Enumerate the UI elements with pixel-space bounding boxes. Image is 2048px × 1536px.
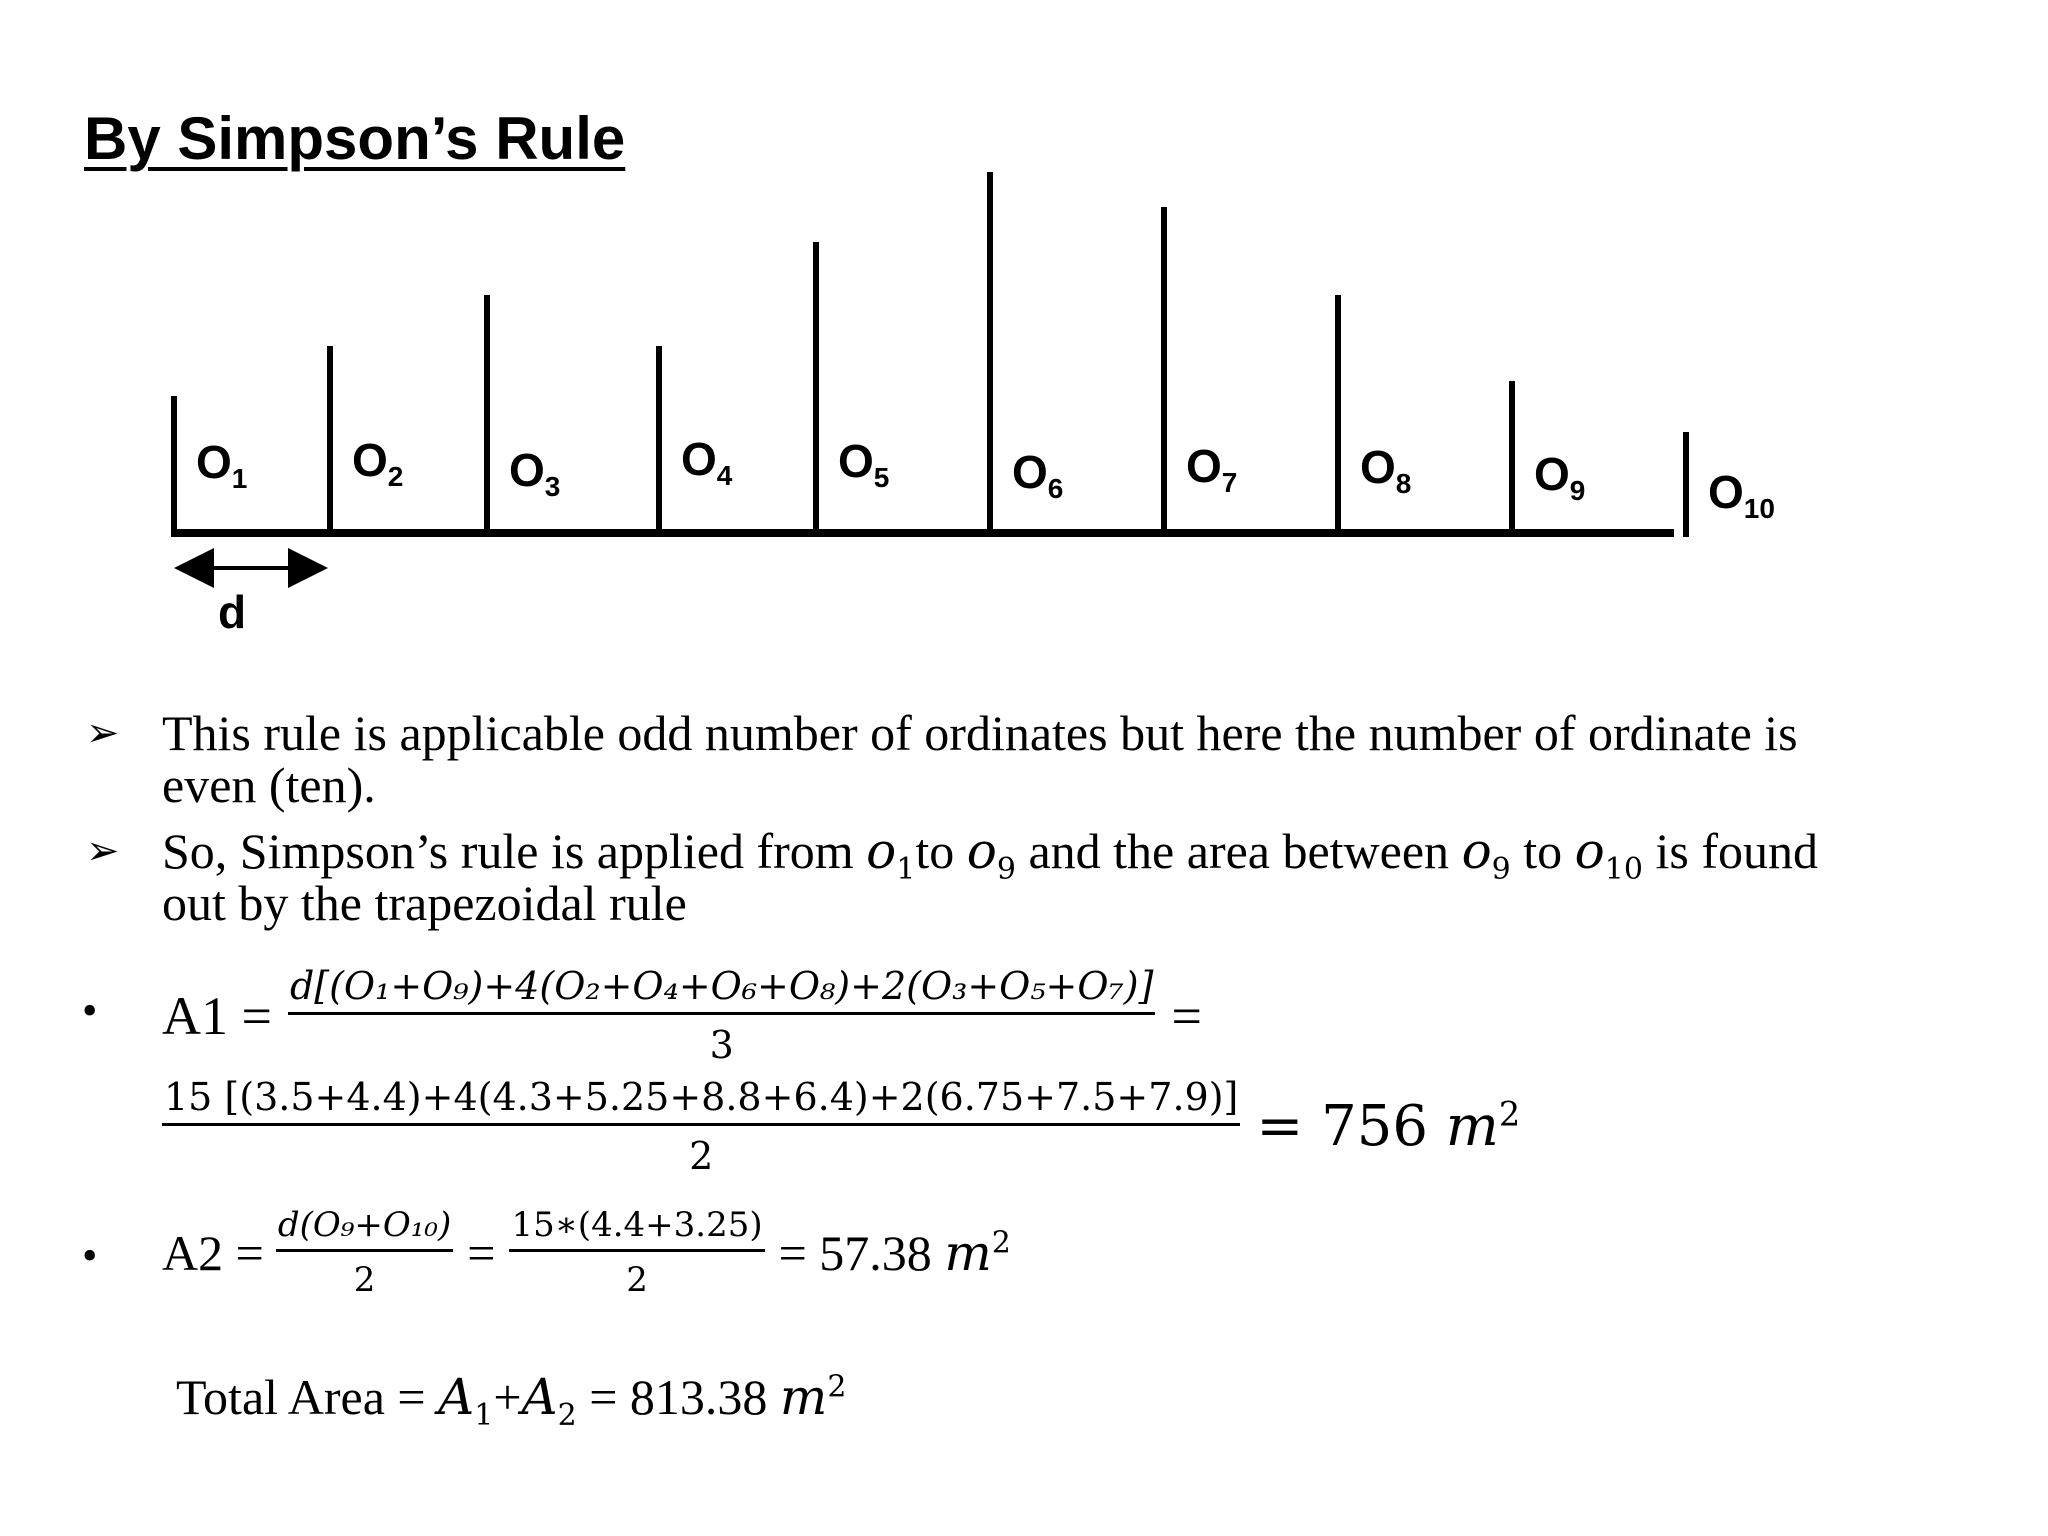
bullet-1-line-2: even (ten). (162, 757, 376, 813)
eq-a2-values-fraction: $\frac{15∗(4.4+3.25)}{2}$ (511, 1205, 763, 1300)
dot-bullet-icon: • (82, 1231, 98, 1280)
eq-a2-lhs: A2 = (162, 1224, 264, 1281)
arrow-bullet-icon: ➢ (86, 710, 120, 756)
ordinate-label: $O_4$ (681, 433, 733, 491)
bullet-1-line-1: This rule is applicable odd number of ordinates but here the number of ordinate is (162, 705, 1798, 761)
ordinate-label: $O_2$ (352, 434, 404, 492)
eq-a2-formula-fraction: $\frac{\text{d(O₉+O₁₀)}}{2}$ (277, 1205, 452, 1300)
bullet-2-line-2: out by the trapezoidal rule (162, 875, 687, 931)
ordinate-label: $O_{10}$ (1708, 466, 1775, 524)
ordinate-diagram (0, 0, 2048, 680)
slide-title: By Simpson’s Rule (84, 105, 626, 172)
ordinate-label: $O_1$ (196, 436, 248, 494)
eq-a1-line-2 (162, 1075, 1520, 1178)
eq-a1-line-1: A1 = $\frac{\text{d[(O₁+O₉)+4(O₂+O₄+O₆+O₈)+2(O₃+O₅+O₇)]}}{3}$ = (162, 964, 1202, 1067)
eq-a1-values-fraction: $\frac{15 [(3.5+4.4)+4(4.3+5.25+8.8+6.4)+2(6.75+7.5+7.9)]}{2}$ (164, 1075, 1239, 1178)
eq-a1-formula-fraction: $\frac{\text{d[(O₁+O₉)+4(O₂+O₄+O₆+O₈)+2(O₃+O₅+O₇)]}}{3}$ (289, 964, 1154, 1067)
bullet-1-text (162, 707, 2012, 811)
ordinate-labels (196, 433, 1775, 524)
interval-label: d (218, 586, 247, 638)
dot-bullet-icon: • (82, 986, 98, 1035)
ordinate-label: $O_6$ (1012, 446, 1064, 504)
total-area: Total Area = $A_1+A_2 = 813.38$ $m^2$ (176, 1368, 847, 1433)
bullet-2-text (162, 822, 2032, 931)
eq-a1-lhs: A1 = (162, 985, 272, 1046)
bullet-2-line-1: So, Simpson’s rule is applied from $o_1to$ $o_9$ and the area between $o_9$ to $o_{10}$ is found (162, 822, 1818, 887)
ordinate-label: $O_7$ (1186, 440, 1238, 498)
eq-a2: A2 = $\frac{\text{d(O₉+O₁₀)}}{2}$ = $\frac{15∗(4.4+3.25)}{2}$ = 57.38 $m^2$ (162, 1205, 1011, 1300)
eq-a1-result: = 756 $m^2$ (1256, 1094, 1521, 1159)
eq-a2-result: = 57.38 $m^2$ (778, 1223, 1011, 1282)
ordinate-label: $O_3$ (509, 444, 561, 502)
ordinate-label: $O_9$ (1534, 448, 1586, 506)
arrow-bullet-icon: ➢ (86, 828, 120, 874)
ordinate-label: $O_5$ (838, 435, 890, 493)
ordinate-label: $O_8$ (1360, 441, 1412, 499)
